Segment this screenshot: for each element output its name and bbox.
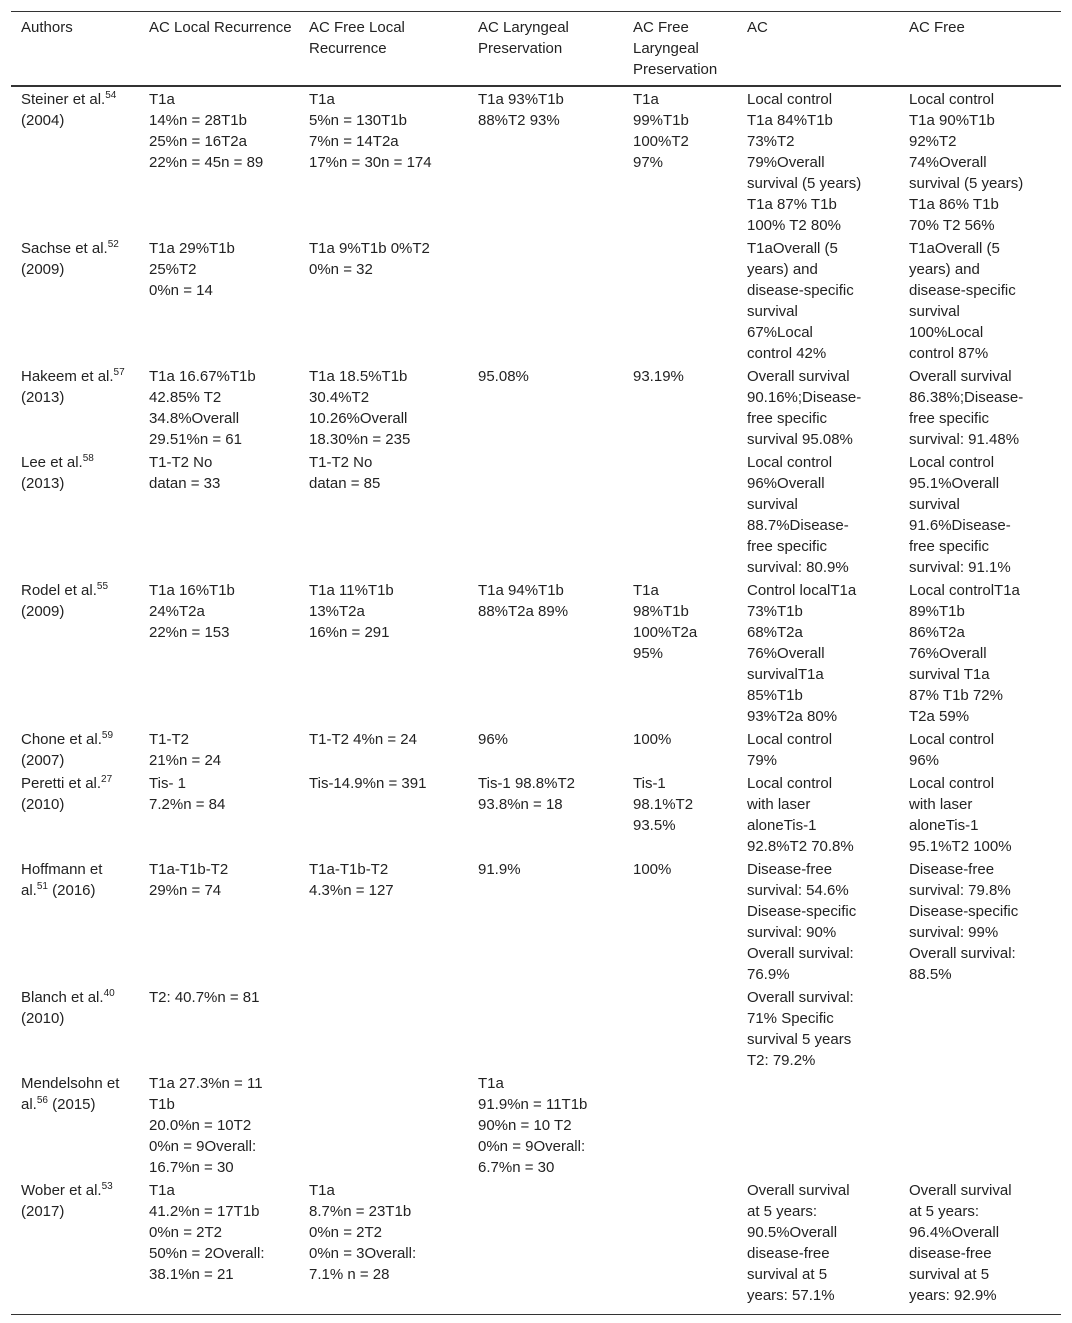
- publication-year: (2013): [21, 475, 65, 492]
- cell-ac-free: Local control T1a 90%T1b 92%T2 74%Overall survival (5 years) T1a 86% T1b 70% T2 56%: [909, 91, 1024, 234]
- cell-ac-laryngeal-preservation: T1a 94%T1b 88%T2a 89%: [478, 582, 569, 620]
- author-cell: [11, 772, 139, 858]
- author-name: Lee et al.: [21, 454, 83, 471]
- cell-ac: Local control 96%Overall survival 88.7%Disease- free specific survival: 80.9%: [747, 454, 849, 576]
- cell-ac: Overall survival 90.16%;Disease- free specific survival 95.08%: [747, 368, 862, 448]
- cell-ac-free-laryngeal-preservation: [623, 451, 737, 579]
- author-cell: [11, 728, 139, 772]
- author-cell: [11, 237, 139, 365]
- cell-ac: Overall survival at 5 years: 90.5%Overall disease-free survival at 5 years: 57.1%: [737, 1179, 899, 1315]
- author-cell: [11, 1072, 139, 1179]
- author-name: Steiner et al.: [21, 91, 106, 108]
- cell-ac-laryngeal-preservation: T1a 91.9%n = 11T1b 90%n = 10 T2 0%n = 9Overall: 6.7%n = 30: [478, 1075, 588, 1176]
- cell-ac-free-laryngeal-preservation: 100%: [633, 731, 672, 748]
- reference-number: 59: [101, 730, 114, 741]
- table-row: [11, 728, 1061, 772]
- publication-year: (2007): [21, 752, 65, 769]
- cell-ac-free-local-recurrence: T1a 9%T1b 0%T2 0%n = 32: [309, 240, 430, 278]
- cell-ac-free: Disease-free survival: 79.8% Disease-specific survival: 99% Overall survival: 88.5%: [909, 861, 1019, 983]
- table-row: [11, 86, 1061, 237]
- cell-ac: Overall survival: 71% Specific survival 5 years T2: 79.2%: [747, 989, 854, 1069]
- reference-number: 54: [105, 90, 117, 101]
- author-cell: [11, 986, 139, 1072]
- table-row: [11, 451, 1061, 579]
- cell-ac: Local control 79%: [747, 731, 833, 769]
- header-ac-local-recurrence: AC Local Recurrence: [139, 12, 299, 87]
- cell-ac-free-laryngeal-preservation: T1a 99%T1b 100%T2 97%: [633, 91, 689, 171]
- table-row: [11, 365, 1061, 451]
- cell-ac-free-laryngeal-preservation: [623, 986, 737, 1072]
- cell-ac-laryngeal-preservation: 96%: [478, 731, 509, 748]
- cell-ac-free: T1aOverall (5 years) and disease-specific survival 100%Local control 87%: [909, 240, 1016, 362]
- cell-ac-local-recurrence: T1a-T1b-T2 29%n = 74: [149, 861, 229, 899]
- reference-number: 52: [107, 239, 119, 250]
- cell-ac: Local control T1a 84%T1b 73%T2 79%Overall survival (5 years) T1a 87% T1b 100% T2 80%: [747, 91, 862, 234]
- cell-ac-laryngeal-preservation: T1a 93%T1b 88%T2 93%: [478, 91, 564, 129]
- author-name: Hoffmann et al.: [21, 861, 103, 899]
- cell-ac-free-local-recurrence: T1a 18.5%T1b 30.4%T2 10.26%Overall 18.30%n = 235: [309, 368, 411, 448]
- cell-ac-local-recurrence: T1a 16%T1b 24%T2a 22%n = 153: [149, 582, 235, 641]
- cell-ac-local-recurrence: T1a 27.3%n = 11 T1b 20.0%n = 10T2 0%n = 9Overall: 16.7%n = 30: [149, 1075, 263, 1176]
- cell-ac-free-local-recurrence: T1a 11%T1b 13%T2a 16%n = 291: [309, 582, 394, 641]
- cell-ac: [737, 1072, 899, 1179]
- reference-number: 51: [36, 881, 48, 892]
- reference-number: 53: [101, 1181, 113, 1192]
- cell-ac-laryngeal-preservation: [468, 986, 623, 1072]
- cell-ac-local-recurrence: Tis- 1 7.2%n = 84: [149, 775, 226, 813]
- cell-ac-free: Overall survival at 5 years: 96.4%Overall disease-free survival at 5 years: 92.9%: [899, 1179, 1061, 1315]
- reference-number: 57: [113, 367, 125, 378]
- author-name: Chone et al.: [21, 731, 102, 748]
- cell-ac-local-recurrence: T1-T2 21%n = 24: [149, 731, 222, 769]
- cell-ac-free-laryngeal-preservation: [623, 237, 737, 365]
- reference-number: 55: [96, 581, 109, 592]
- cell-ac-free: Local control 96%: [909, 731, 995, 769]
- publication-year: (2009): [21, 261, 65, 278]
- cell-ac-local-recurrence: T1a 16.67%T1b 42.85% T2 34.8%Overall 29.51%n = 61: [149, 368, 256, 448]
- cell-ac-free: Local control with laser aloneTis-1 95.1%T2 100%: [909, 775, 1012, 855]
- cell-ac-free: Local control 95.1%Overall survival 91.6%Disease- free specific survival: 91.1%: [909, 454, 1011, 576]
- cell-ac-laryngeal-preservation: 91.9%: [478, 861, 521, 878]
- header-ac-laryngeal-preservation: AC Laryngeal Preservation: [468, 12, 623, 87]
- table-row: [11, 986, 1061, 1072]
- table-row: [11, 858, 1061, 986]
- author-name: Rodel et al.: [21, 582, 97, 599]
- cell-ac-free: [899, 986, 1061, 1072]
- author-name: Peretti et al.: [21, 775, 102, 792]
- author-cell: [11, 858, 139, 986]
- cell-ac: Control localT1a 73%T1b 68%T2a 76%Overall survivalT1a 85%T1b 93%T2a 80%: [747, 582, 857, 725]
- cell-ac-local-recurrence: T2: 40.7%n = 81: [149, 989, 260, 1006]
- cell-ac: T1aOverall (5 years) and disease-specific survival 67%Local control 42%: [747, 240, 854, 362]
- cell-ac-free-local-recurrence: T1a 5%n = 130T1b 7%n = 14T2a 17%n = 30n = 174: [309, 91, 432, 171]
- author-name: Mendelsohn et al.: [21, 1075, 120, 1113]
- author-cell: [11, 451, 139, 579]
- cell-ac-free-local-recurrence: T1-T2 4%n = 24: [309, 731, 417, 748]
- author-cell: [11, 579, 139, 728]
- cell-ac-free: [899, 1072, 1061, 1179]
- publication-year: (2016): [52, 882, 96, 899]
- author-name: Hakeem et al.: [21, 368, 114, 385]
- publication-year: (2009): [21, 603, 65, 620]
- header-ac: AC: [737, 12, 899, 87]
- cell-ac-free: Overall survival 86.38%;Disease- free specific survival: 91.48%: [909, 368, 1024, 448]
- table-row: [11, 1072, 1061, 1179]
- cell-ac-laryngeal-preservation: [468, 451, 623, 579]
- cell-ac-laryngeal-preservation: 95.08%: [478, 368, 529, 385]
- cell-ac-local-recurrence: T1a 29%T1b 25%T2 0%n = 14: [149, 240, 235, 299]
- publication-year: (2015): [52, 1096, 96, 1113]
- cell-ac: Local control with laser aloneTis-1 92.8%T2 70.8%: [747, 775, 854, 855]
- author-cell: [11, 365, 139, 451]
- author-name: Sachse et al.: [21, 240, 108, 257]
- cell-ac-local-recurrence: T1a 14%n = 28T1b 25%n = 16T2a 22%n = 45n = 89: [149, 91, 264, 171]
- header-row: [11, 12, 1061, 87]
- publication-year: (2017): [21, 1203, 65, 1220]
- cell-ac-free-laryngeal-preservation: [623, 1072, 737, 1179]
- cell-ac-free-local-recurrence: T1a-T1b-T2 4.3%n = 127: [309, 861, 394, 899]
- cell-ac-free-laryngeal-preservation: [623, 1179, 737, 1315]
- publication-year: (2013): [21, 389, 65, 406]
- cell-ac-free-laryngeal-preservation: 93.19%: [633, 368, 684, 385]
- author-cell: [11, 86, 139, 237]
- cell-ac-free-laryngeal-preservation: 100%: [633, 861, 672, 878]
- cell-ac-free-laryngeal-preservation: T1a 98%T1b 100%T2a 95%: [633, 582, 698, 662]
- publication-year: (2010): [21, 1010, 65, 1027]
- cell-ac-free: Local controlT1a 89%T1b 86%T2a 76%Overall survival T1a 87% T1b 72% T2a 59%: [909, 582, 1020, 725]
- author-name: Blanch et al.: [21, 989, 104, 1006]
- header-ac-free: AC Free: [899, 12, 1061, 87]
- table-body: [11, 86, 1061, 1315]
- reference-number: 56: [36, 1095, 48, 1106]
- publication-year: (2004): [21, 112, 65, 129]
- cell-ac-laryngeal-preservation: Tis-1 98.8%T2 93.8%n = 18: [478, 775, 575, 813]
- cell-ac-local-recurrence: T1a 41.2%n = 17T1b 0%n = 2T2 50%n = 2Overall: 38.1%n = 21: [139, 1179, 299, 1315]
- author-name: Wober et al.: [21, 1182, 102, 1199]
- header-authors: Authors: [11, 12, 139, 87]
- cell-ac-free-local-recurrence: Tis-14.9%n = 391: [309, 775, 427, 792]
- header-ac-free-local-recurrence: AC Free Local Recurrence: [299, 12, 468, 87]
- cell-ac-laryngeal-preservation: [468, 237, 623, 365]
- reference-number: 58: [82, 453, 94, 464]
- cell-ac-free-local-recurrence: T1-T2 No datan = 85: [309, 454, 381, 492]
- reference-number: 27: [101, 774, 113, 785]
- header-ac-free-laryngeal-preservation: AC Free Laryngeal Preservation: [623, 12, 737, 87]
- cell-ac-laryngeal-preservation: [468, 1179, 623, 1315]
- reference-number: 40: [103, 988, 115, 999]
- table-row: [11, 772, 1061, 858]
- publication-year: (2010): [21, 796, 65, 813]
- cell-ac-free-local-recurrence: [299, 1072, 468, 1179]
- table-row: [11, 579, 1061, 728]
- cell-ac: Disease-free survival: 54.6% Disease-specific survival: 90% Overall survival: 76.9%: [747, 861, 857, 983]
- table-row: [11, 1179, 1061, 1315]
- cell-ac-free-laryngeal-preservation: Tis-1 98.1%T2 93.5%: [633, 775, 694, 834]
- cell-ac-free-local-recurrence: [299, 986, 468, 1072]
- cell-ac-free-local-recurrence: T1a 8.7%n = 23T1b 0%n = 2T2 0%n = 3Overall: 7.1% n = 28: [299, 1179, 468, 1315]
- table-row: [11, 237, 1061, 365]
- results-table: [11, 11, 1061, 1315]
- author-cell: [11, 1179, 139, 1315]
- cell-ac-local-recurrence: T1-T2 No datan = 33: [149, 454, 221, 492]
